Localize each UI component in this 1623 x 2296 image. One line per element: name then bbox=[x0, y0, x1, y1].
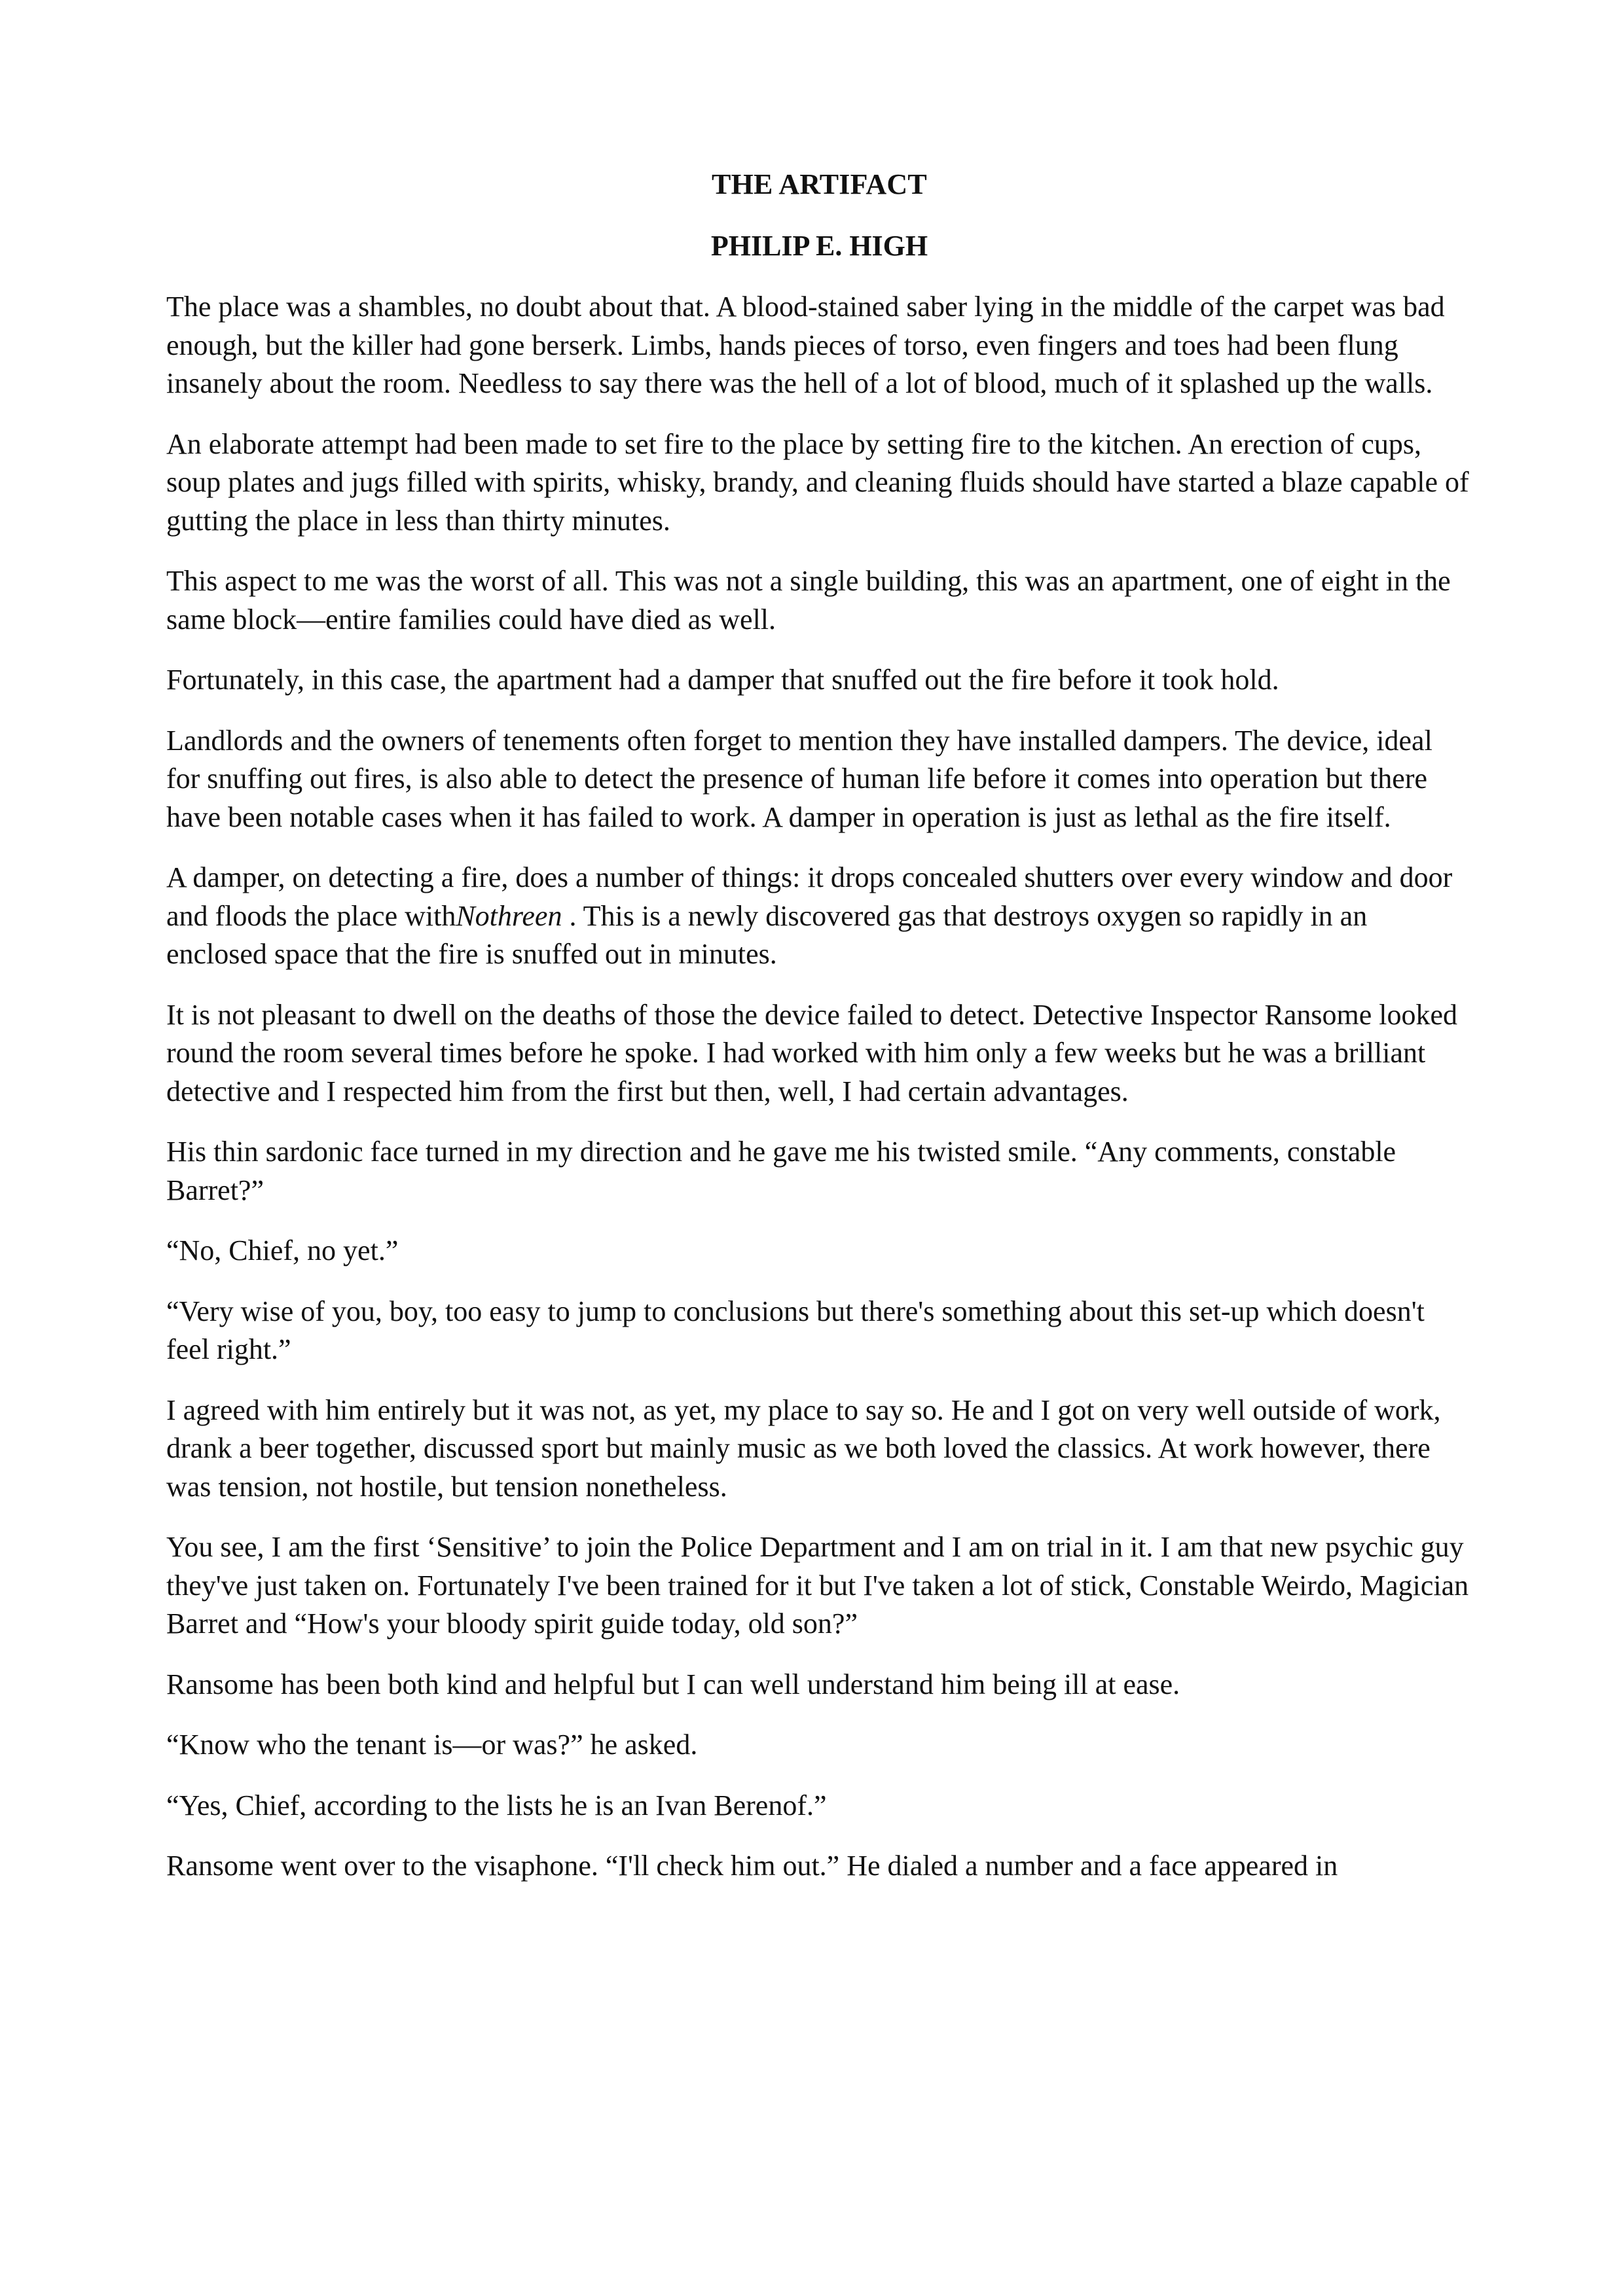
paragraph: Ransome has been both kind and helpful but I can well understand him being ill at ease. bbox=[166, 1668, 1180, 1700]
paragraph: “Yes, Chief, according to the lists he is an Ivan Berenof.” bbox=[166, 1789, 827, 1821]
story-title: THE ARTIFACT bbox=[712, 168, 927, 200]
paragraph: The place was a shambles, no doubt about that. A blood-stained saber lying in the middle of the carpet was bad enough, but the killer had gone berserk. Limbs, hands pieces of torso, even fingers and toes had been flung insanely about the room. Needless to say there was the hell of a lot of blood, much of it splashed up the walls. bbox=[166, 291, 1445, 399]
paragraph: “No, Chief, no yet.” bbox=[166, 1234, 399, 1266]
paragraph: This aspect to me was the worst of all. This was not a single building, this was an apartment, one of eight in the same block—entire families could have died as well. bbox=[166, 565, 1451, 636]
paragraph: It is not pleasant to dwell on the deaths of those the device failed to detect. Detective Inspector Ransome looked round the room several times before he spoke. I had worked with him only a few weeks but he was a brilliant detective and I respected him from the first but then, well, I had certain advantages. bbox=[166, 998, 1458, 1107]
paragraph: His thin sardonic face turned in my direction and he gave me his twisted smile. “Any comments, constable Barret?” bbox=[166, 1136, 1396, 1206]
italic-term: Nothreen bbox=[456, 899, 562, 932]
paragraph: Ransome went over to the visaphone. “I'll check him out.” He dialed a number and a face appeared in bbox=[166, 1850, 1338, 1882]
paragraph bbox=[166, 859, 1472, 974]
paragraph: You see, I am the first ‘Sensitive’ to join the Police Department and I am on trial in it. I am that new psychic guy they've just taken on. Fortunately I've been trained for it but I've taken a lot of stick, Constable Weirdo, Magician Barret and “How's your bloody spirit guide today, old son?” bbox=[166, 1531, 1469, 1640]
paragraph: “Know who the tenant is—or was?” he asked. bbox=[166, 1729, 698, 1761]
paragraph: I agreed with him entirely but it was not, as yet, my place to say so. He and I got on very well outside of work, drank a beer together, discussed sport but mainly music as we both loved the classics. At work however, there was tension, not hostile, but tension nonetheless. bbox=[166, 1393, 1441, 1503]
paragraph: An elaborate attempt had been made to set fire to the place by setting fire to the kitchen. An erection of cups, soup plates and jugs filled with spirits, whisky, brandy, and cleaning fluids should have started a blaze capable of gutting the place in less than thirty minutes. bbox=[166, 427, 1469, 537]
story-author: PHILIP E. HIGH bbox=[710, 230, 928, 262]
paragraph: Fortunately, in this case, the apartment had a damper that snuffed out the fire before it took hold. bbox=[166, 664, 1279, 696]
document-body bbox=[166, 165, 1472, 1908]
paragraph: “Very wise of you, boy, too easy to jump to conclusions but there's something about this set-up which doesn't feel right.” bbox=[166, 1295, 1425, 1365]
paragraph-text: A damper, on detecting a fire, does a number of things: it drops concealed shutters over every window and door and floods the place with bbox=[166, 861, 1453, 932]
paragraph: Landlords and the owners of tenements often forget to mention they have installed dampers. The device, ideal for snuffing out fires, is also able to detect the presence of human life before it comes into operation but there have been notable cases when it has failed to work. A damper in operation is just as lethal as the fire itself. bbox=[166, 724, 1432, 833]
paragraph-text: . This is a newly discovered gas that destroys oxygen so rapidly in an enclosed space that the fire is snuffed out in minutes. bbox=[166, 899, 1368, 970]
